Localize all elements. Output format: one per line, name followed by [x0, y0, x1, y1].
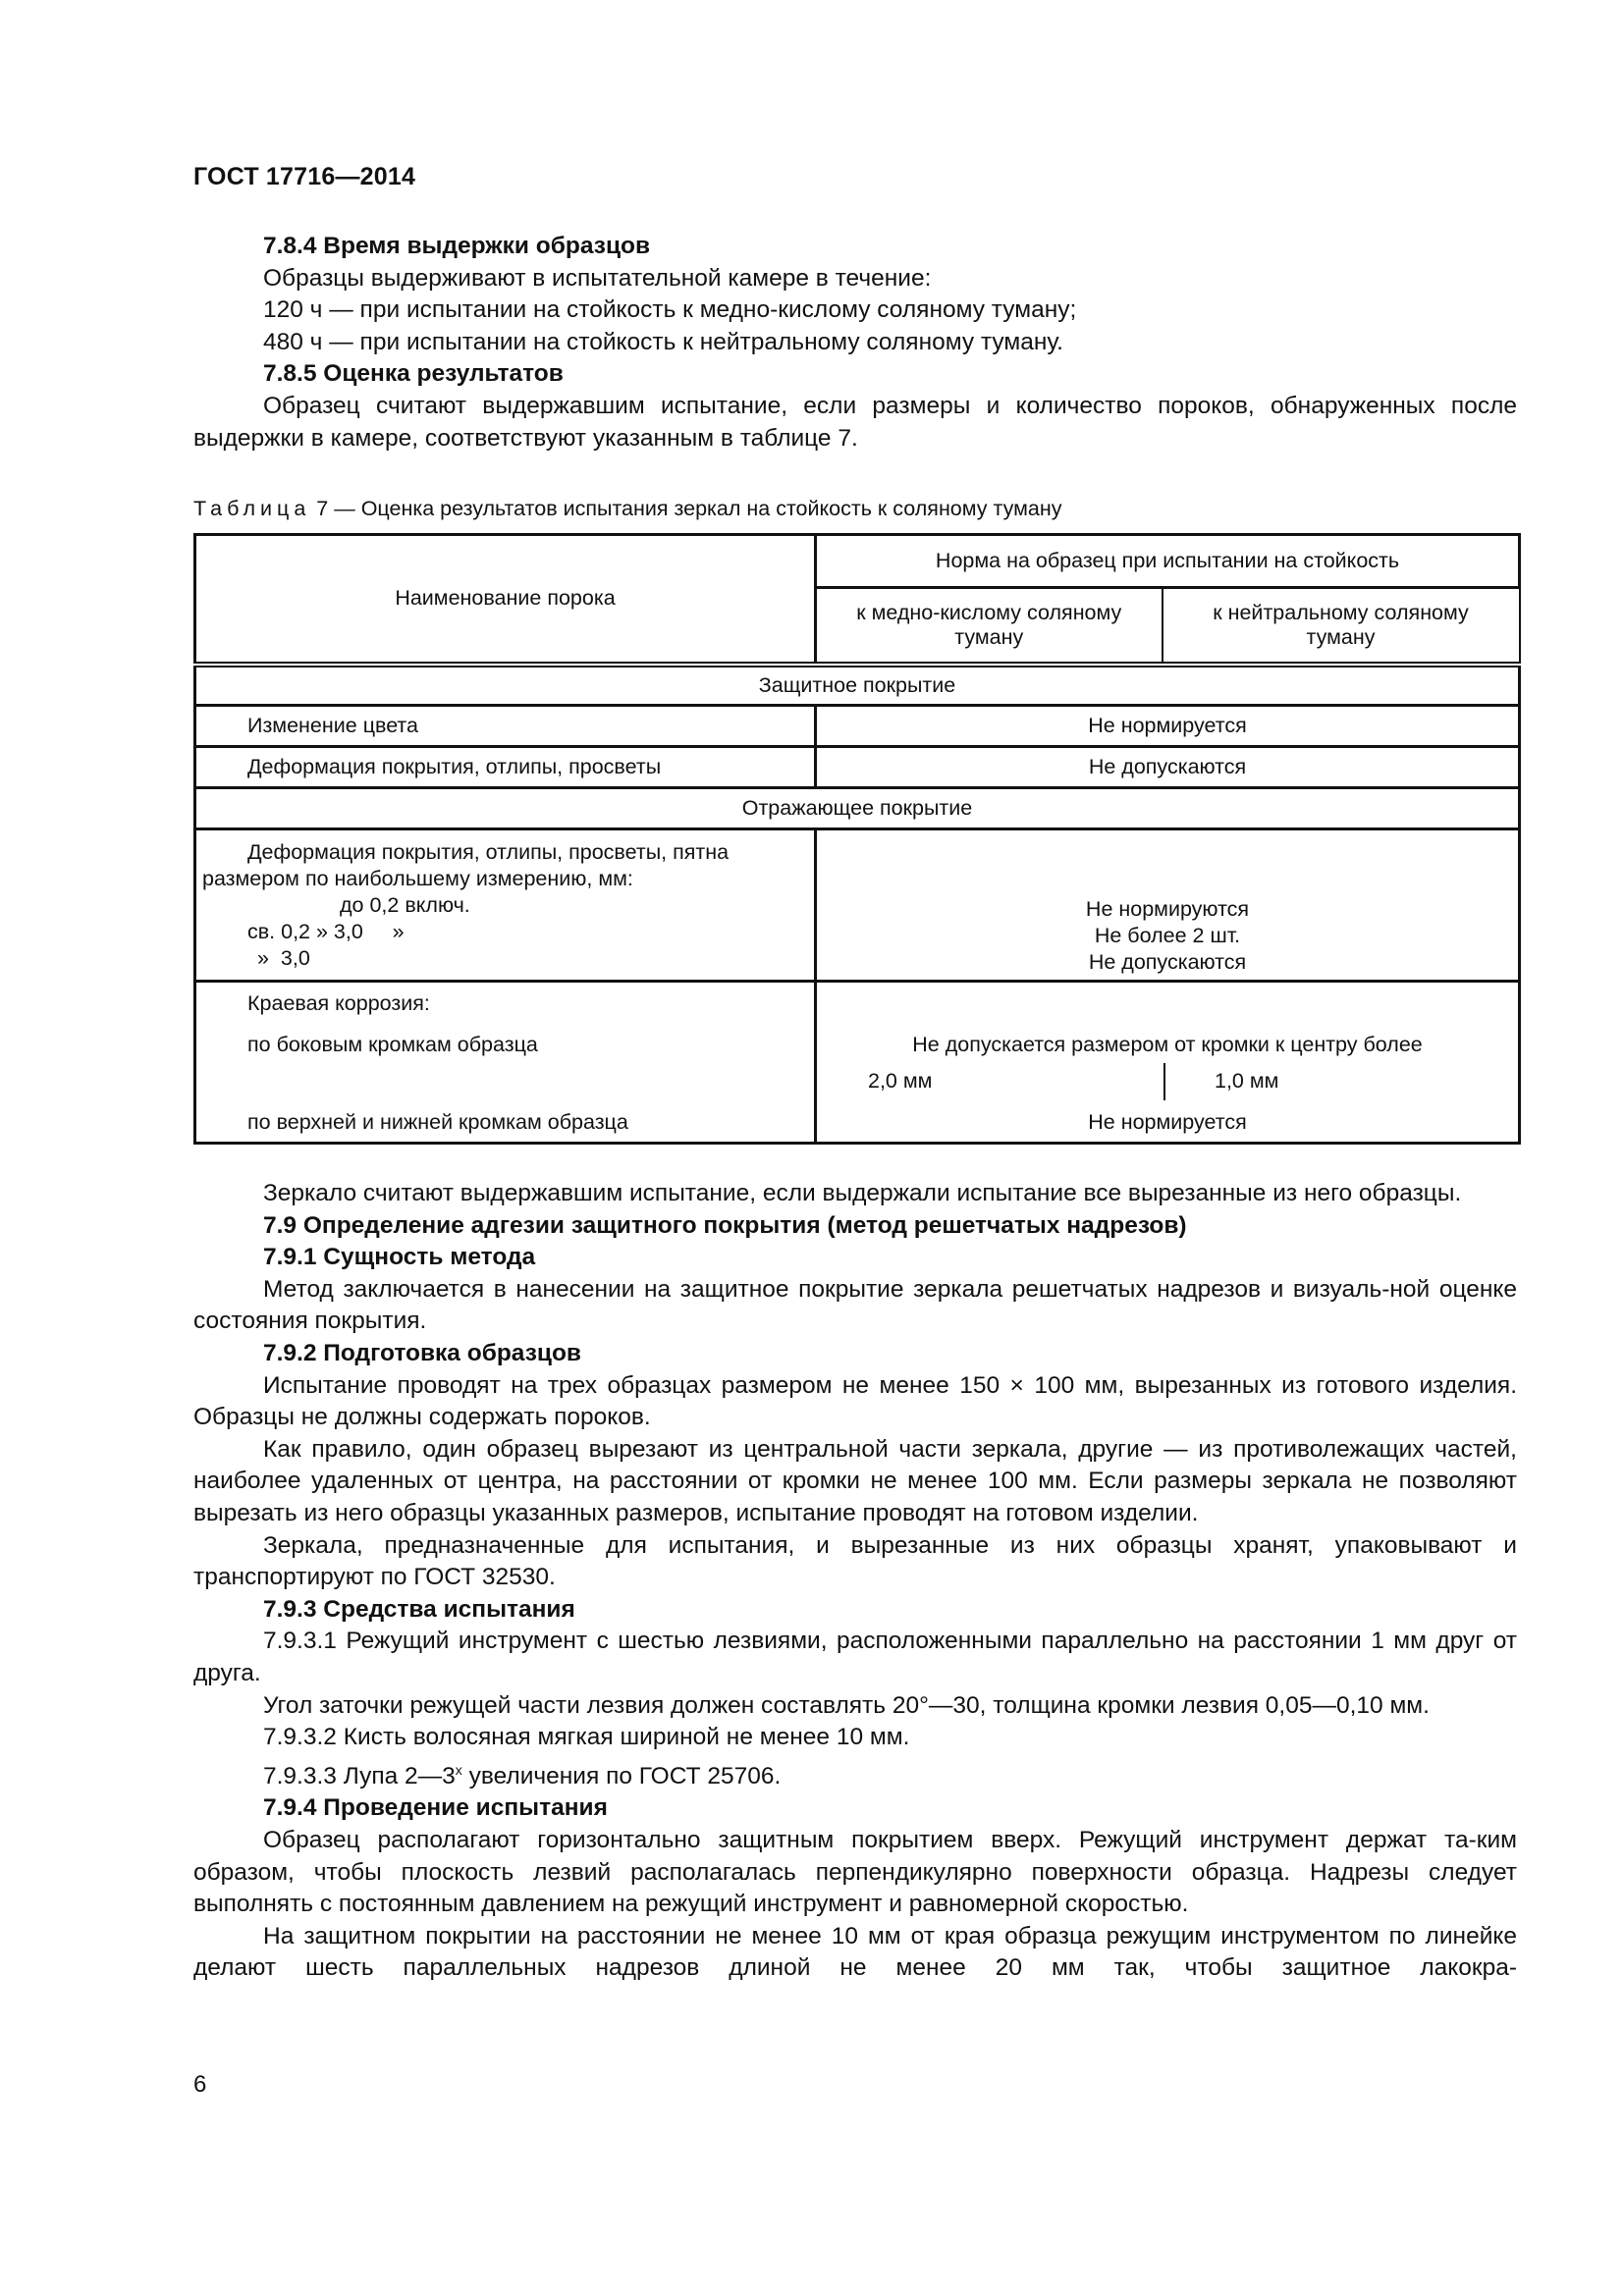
table-7	[193, 533, 1521, 1145]
section-line: 480 ч — при испытании на стойкость к нейтральному соляному туману.	[263, 328, 1063, 355]
cell-line: Не нормируются	[1085, 897, 1250, 921]
text: 7.9.3.3 Лупа 2—3	[263, 1762, 456, 1789]
table-header-neutral	[1163, 588, 1520, 665]
table-row	[195, 982, 1520, 1144]
paragraph: Зеркало считают выдержавшим испытание, если выдержали испытание все вырезанные из него образцы.	[263, 1180, 1462, 1206]
defect-norm	[816, 706, 1520, 747]
section-7-8-4-7-8-5	[193, 231, 1517, 454]
section-line: Образцы выдерживают в испытательной камере в течение:	[263, 264, 932, 292]
cell-line: размером по наибольшему измерению, мм:	[202, 866, 633, 890]
defect-norm	[816, 747, 1520, 788]
paragraph: 7.9.3.2 Кисть волосяная мягкая шириной не менее 10 мм.	[263, 1724, 910, 1751]
defect-name	[195, 982, 816, 1144]
section-title-7-9-1: 7.9.1 Сущность метода	[263, 1244, 536, 1271]
paragraph: 7.9.3.1 Режущий инструмент с шестью лезвиями, расположенными параллельно на расстоянии 1 мм друг от друга.	[193, 1628, 1517, 1686]
cell-line: Не допускаются	[1088, 950, 1247, 974]
section-label: Защитное покрытие	[758, 672, 956, 697]
table-header-norm-group	[816, 535, 1520, 588]
cell-line: Не нормируется	[1088, 1110, 1247, 1134]
section-title-7-8-5: 7.8.5 Оценка результатов	[263, 360, 564, 388]
cell-text: Не допускаются	[1088, 755, 1247, 778]
paragraph: Испытание проводят на трех образцах размером не менее 150 × 100 мм, вырезанных из готового изделия. Образцы не должны содержать пороков.	[193, 1371, 1517, 1431]
section-label: Отражающее покрытие	[741, 796, 973, 820]
table-header-defect-name	[195, 535, 816, 665]
paragraph: Метод заключается в нанесении на защитное покрытие зеркала решетчатых надрезов и визуаль-ной оценке состояния покрытия.	[193, 1275, 1517, 1335]
table-section-reflective-coating	[195, 788, 1520, 829]
cell-text: Не нормируется	[1088, 714, 1247, 737]
cell-line: Не допускается размером от кромки к центру более	[912, 1033, 1423, 1056]
defect-name	[195, 829, 816, 982]
table-caption-text: 7 — Оценка результатов испытания зеркал на стойкость к соляному туману	[316, 497, 1062, 520]
paragraph: Угол заточки режущей части лезвия должен составлять 20°—30, толщина кромки лезвия 0,05—0,10 мм.	[263, 1691, 1430, 1719]
cell-line: по верхней и нижней кромкам образца	[247, 1110, 628, 1134]
paragraph: Зеркала, предназначенные для испытания, и вырезанные из них образцы хранят, упаковывают и транспортируют по ГОСТ 32530.	[193, 1531, 1517, 1591]
section-title-7-8-4: 7.8.4 Время выдержки образцов	[263, 233, 651, 259]
cell-line: до 0,2 включ.	[340, 892, 470, 917]
paragraph: На защитном покрытии на расстоянии не менее 10 мм от края образца режущим инструментом по линейке делают шесть параллельных надрезов длиной не менее 20 мм так, чтобы защитное лакокра-	[193, 1922, 1517, 1982]
table-caption-label: Таблица	[193, 497, 311, 520]
superscript: x	[455, 1761, 462, 1778]
cell-line: Деформация покрытия, отлипы, просветы, пятна	[247, 839, 730, 864]
defect-norm	[816, 982, 1520, 1144]
defect-name	[195, 706, 816, 747]
table-caption	[193, 497, 1061, 521]
paragraph: Как правило, один образец вырезают из центральной части зеркала, другие — из противолежащих частей, наиболее удаленных от центра, на расстоянии от кромки не менее 100 мм. Если размеры зеркала не позволяют вырезать из него образцы указанных размеров, испытание проводят на готовом изделии.	[193, 1435, 1517, 1526]
neutral-value: 1,0 мм	[1215, 1069, 1279, 1093]
section-title-7-9-2: 7.9.2 Подготовка образцов	[263, 1339, 581, 1366]
table-row	[195, 747, 1520, 788]
section-line: 120 ч — при испытании на стойкость к медно-кислому соляному туману;	[263, 296, 1077, 324]
page-number: 6	[193, 2071, 207, 2098]
table-row	[195, 829, 1520, 982]
cell-text: Деформация покрытия, отлипы, просветы	[247, 755, 662, 778]
header-label: Норма на образец при испытании на стойкость	[935, 549, 1400, 572]
header-label: Наименование порока	[395, 586, 616, 611]
paragraph-7-9-3-3	[193, 1754, 1517, 1793]
header-label: к медно-кислому соляному туману	[856, 600, 1122, 649]
column-divider	[1163, 1063, 1165, 1100]
cell-line: Не более 2 шт.	[1094, 924, 1241, 947]
cell-line: св. 0,2 » 3,0 »	[247, 919, 405, 943]
copper-value: 2,0 мм	[868, 1069, 933, 1093]
section-title-7-9: 7.9 Определение адгезии защитного покрытия (метод решетчатых надрезов)	[263, 1211, 1187, 1239]
cell-text: Изменение цвета	[247, 714, 418, 737]
defect-name	[195, 747, 816, 788]
text: увеличения по ГОСТ 25706.	[461, 1762, 782, 1789]
cell-line: по боковым кромкам образца	[247, 1033, 538, 1056]
body-after-table	[193, 1178, 1517, 1985]
section-paragraph: Образец считают выдержавшим испытание, если размеры и количество пороков, обнаруженных после выдержки в камере, соответствуют указанным в таблице 7.	[193, 392, 1517, 452]
section-title-7-9-3: 7.9.3 Средства испытания	[263, 1595, 575, 1623]
cell-line: » 3,0	[257, 945, 310, 970]
header-label: к нейтральному соляному туману	[1213, 600, 1469, 649]
document-header: ГОСТ 17716—2014	[193, 163, 416, 190]
cell-line: Краевая коррозия:	[247, 991, 430, 1015]
defect-norm	[816, 829, 1520, 982]
table-row	[195, 706, 1520, 747]
section-title-7-9-4: 7.9.4 Проведение испытания	[263, 1794, 608, 1822]
table-header-copper-acid	[816, 588, 1163, 665]
table-section-protective-coating	[195, 665, 1520, 706]
paragraph: Образец располагают горизонтально защитным покрытием вверх. Режущий инструмент держат та-ким образом, чтобы плоскость лезвий располагалась перпендикулярно поверхности образца. Надрезы следует выполнять с постоянным давлением на режущий инструмент и равномерной скоростью.	[193, 1827, 1517, 1918]
